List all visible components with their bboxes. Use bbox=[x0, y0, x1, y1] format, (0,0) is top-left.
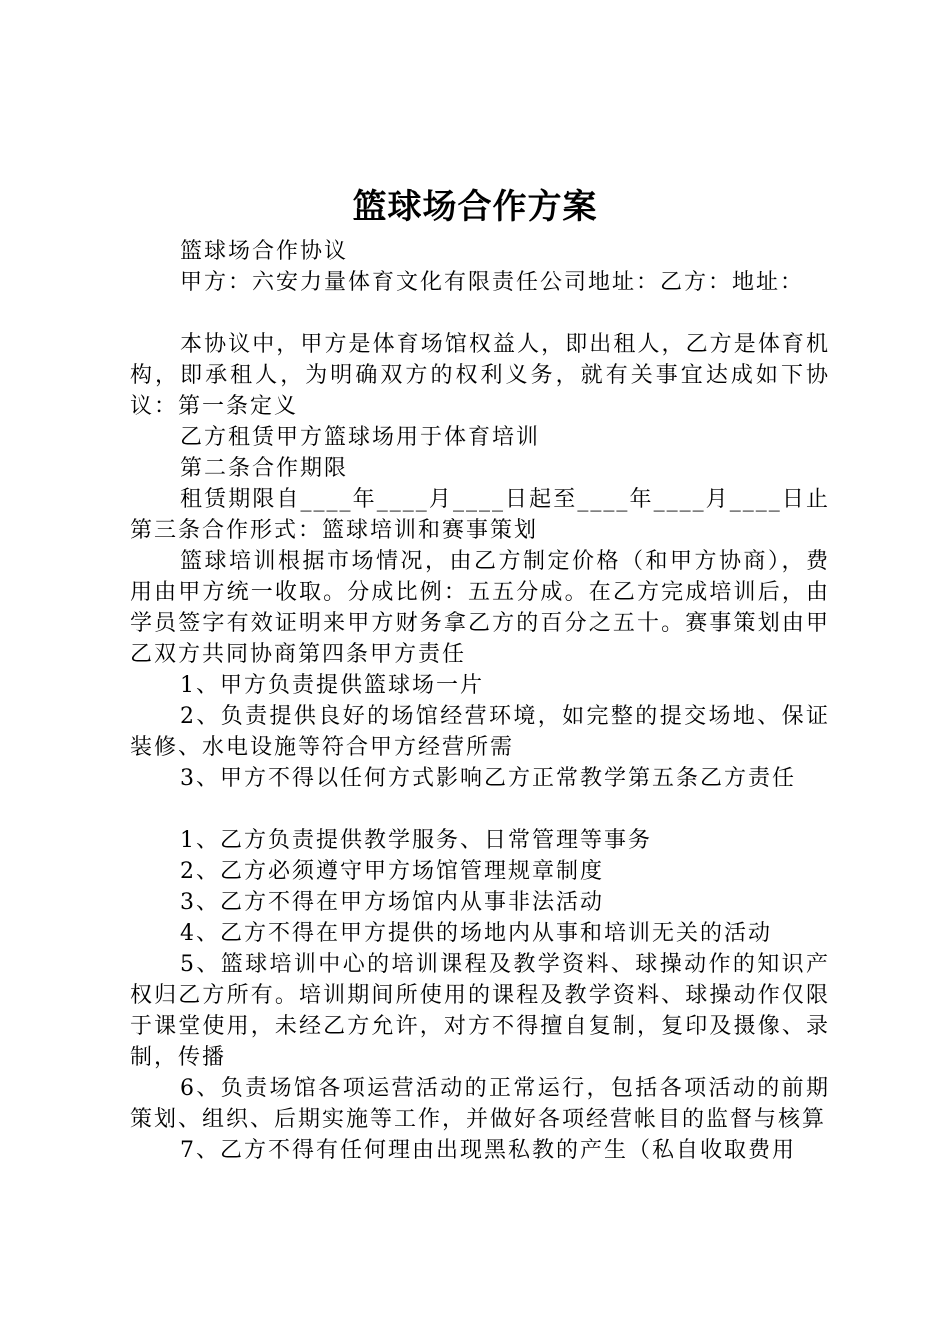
paragraph-party-b-duty-4: 4、乙方不得在甲方提供的场地内从事和培训无关的活动 bbox=[180, 921, 772, 946]
paragraph-definition: 乙方租赁甲方篮球场用于体育培训 bbox=[180, 425, 541, 450]
paragraph-parties: 甲方：六安力量体育文化有限责任公司地址：乙方：地址： bbox=[180, 270, 805, 295]
paragraph-party-a-duty-1: 1、甲方负责提供篮球场一片 bbox=[180, 673, 484, 698]
paragraph-agreement-heading: 篮球场合作协议 bbox=[180, 239, 349, 264]
paragraph-party-a-duty-3: 3、甲方不得以任何方式影响乙方正常教学第五条乙方责任 bbox=[180, 766, 796, 791]
paragraph-party-b-duty-2: 2、乙方必须遵守甲方场馆管理规章制度 bbox=[180, 859, 604, 884]
paragraph-party-b-duty-5: 5、篮球培训中心的培训课程及教学资料、球操动作的知识产权归乙方所有。培训期间所使用的课程及教学资料、球操动作仅限于课堂使用，未经乙方允许，对方不得擅自复制，复印及摄像、录制，传播 bbox=[130, 952, 830, 1070]
paragraph-party-b-duty-7: 7、乙方不得有任何理由出现黑私教的产生（私自收取费用 bbox=[180, 1138, 796, 1163]
blank-line bbox=[130, 794, 830, 825]
paragraph-preamble: 本协议中，甲方是体育场馆权益人，即出租人，乙方是体育机构，即承租人，为明确双方的权利义务，就有关事宜达成如下协议：第一条定义 bbox=[130, 332, 830, 419]
paragraph-training-revenue: 篮球培训根据市场情况，由乙方制定价格（和甲方协商），费用由甲方统一收取。分成比例：五五分成。在乙方完成培训后，由学员签字有效证明来甲方财务拿乙方的百分之五十。赛事策划由甲乙双方共同协商第四条甲方责任 bbox=[130, 549, 830, 667]
paragraph-party-a-duty-2: 2、负责提供良好的场馆经营环境，如完整的提交场地、保证装修、水电设施等符合甲方经营所需 bbox=[130, 704, 830, 760]
document-title: 篮球场合作方案 bbox=[352, 187, 598, 227]
paragraph-party-b-duty-1: 1、乙方负责提供教学服务、日常管理等事务 bbox=[180, 828, 652, 853]
document-body bbox=[130, 236, 830, 1166]
paragraph-article-2-heading: 第二条合作期限 bbox=[180, 456, 349, 481]
paragraph-party-b-duty-3: 3、乙方不得在甲方场馆内从事非法活动 bbox=[180, 890, 604, 915]
paragraph-lease-term: 租赁期限自____年____月____日起至____年____月____日止第三条合作形式：篮球培训和赛事策划 bbox=[130, 487, 830, 543]
blank-line bbox=[130, 298, 830, 329]
paragraph-party-b-duty-6: 6、负责场馆各项运营活动的正常运行，包括各项活动的前期策划、组织、后期实施等工作，并做好各项经营帐目的监督与核算 bbox=[130, 1076, 830, 1132]
